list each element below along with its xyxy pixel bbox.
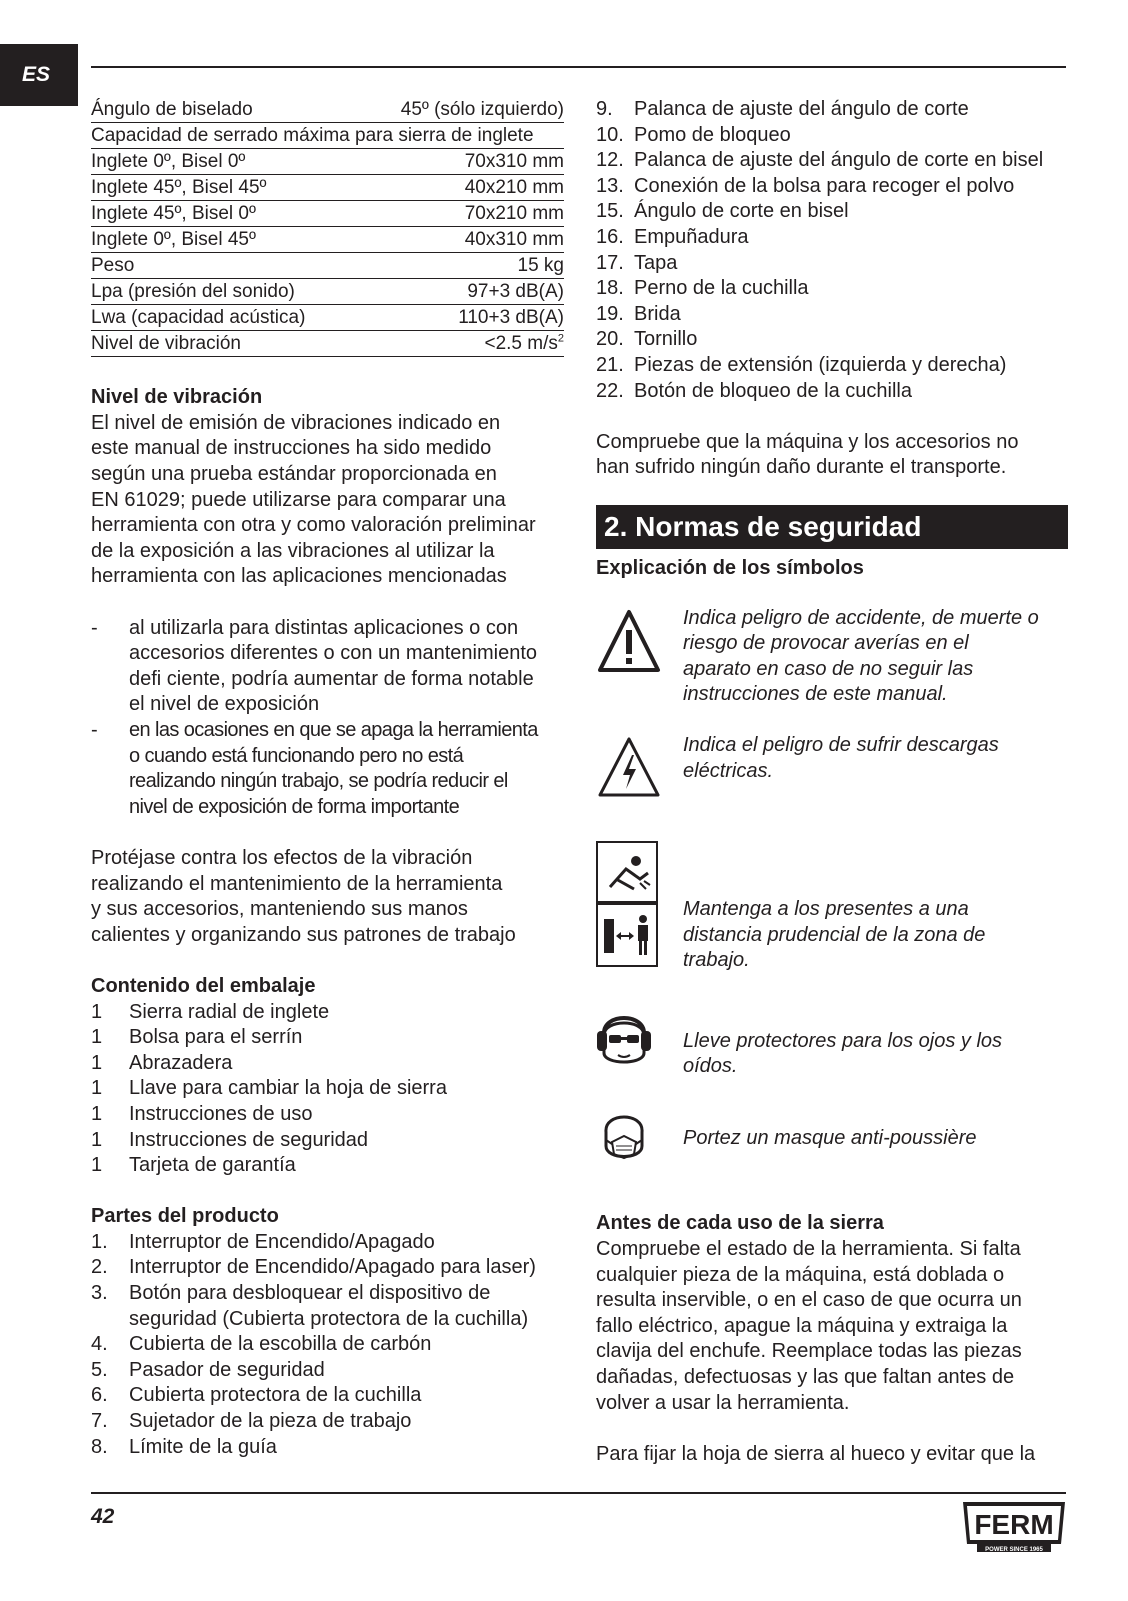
vibration-intro (91, 411, 564, 590)
list-item (596, 327, 1068, 353)
symbol-description (683, 1126, 977, 1152)
spec-value: 15 kg (360, 253, 565, 279)
item-number: 1. (91, 1230, 108, 1253)
list-item (91, 616, 564, 718)
item-text: Palanca de ajuste del ángulo de corte en bisel (634, 149, 1044, 172)
vibration-bullets (91, 616, 564, 821)
spec-label: Lwa (capacidad acústica) (91, 305, 360, 331)
item-number: 20. (596, 328, 624, 351)
spec-value: 40x210 mm (360, 175, 565, 201)
item-text: Interruptor de Encendido/Apagado (129, 1230, 435, 1253)
electric-shock-icon (596, 733, 666, 807)
contents-heading: Contenido del embalaje (91, 974, 316, 997)
item-number: 22. (596, 379, 624, 402)
logo-brand: FERM (974, 1509, 1054, 1540)
text-line: eléctricas. (683, 760, 774, 783)
spec-table (91, 97, 564, 357)
continued-text: Para fijar la hoja de sierra al hueco y evitar que la (596, 1442, 1036, 1465)
spec-value (360, 331, 565, 357)
spec-value: 40x310 mm (360, 227, 565, 253)
text-line: defi ciente, podría aumentar de forma notable (129, 667, 534, 690)
list-item (91, 1000, 564, 1026)
spec-value-sup: 2 (557, 332, 564, 345)
item-number: 5. (91, 1358, 108, 1381)
item-number: 21. (596, 353, 624, 376)
text-line: volver a usar la herramienta. (596, 1391, 850, 1414)
dust-mask-icon (596, 1106, 666, 1174)
text-line: Compruebe el estado de la herramienta. Si falta (596, 1238, 1021, 1261)
spec-label: Capacidad de serrado máxima para sierra de inglete (91, 123, 564, 149)
item-number: 1 (91, 1128, 103, 1151)
item-text: Sierra radial de inglete (129, 1000, 330, 1023)
spec-label: Ángulo de biselado (91, 97, 360, 123)
item-text: Tapa (634, 251, 678, 274)
item-number: 4. (91, 1333, 108, 1356)
text-line: EN 61029; puede utilizarse para comparar una (91, 488, 506, 511)
symbol-row (596, 606, 1068, 708)
item-number: 2. (91, 1256, 108, 1279)
text-line: instrucciones de este manual. (683, 683, 948, 706)
list-item (596, 225, 1068, 251)
contents-list (91, 1000, 564, 1179)
spec-label: Inglete 45º, Bisel 0º (91, 201, 360, 227)
item-number: 1 (91, 1026, 103, 1049)
text-line: nivel de exposición de forma importante (129, 795, 460, 818)
item-number: 1 (91, 1102, 103, 1125)
text-line: según una prueba estándar proporcionada en (91, 463, 497, 486)
text-line: Indica el peligro de sufrir descargas (683, 734, 999, 757)
section-title-bar (596, 505, 1068, 549)
text-line: o cuando está funcionando pero no está (129, 744, 464, 767)
spec-row (91, 123, 564, 149)
text-line: oídos. (683, 1055, 738, 1078)
spec-label: Inglete 45º, Bisel 45º (91, 175, 360, 201)
text-line: accesorios diferentes o con un mantenimiento (129, 642, 538, 665)
bottom-rule (91, 1492, 1066, 1494)
item-text: Conexión de la bolsa para recoger el polvo (634, 174, 1015, 197)
text-line: Mantenga a los presentes a una (683, 898, 969, 921)
item-text: Abrazadera (129, 1051, 233, 1074)
item-number: 10. (596, 123, 624, 146)
item-text: Llave para cambiar la hoja de sierra (129, 1077, 447, 1100)
list-item (91, 1128, 564, 1154)
spec-value: 45º (sólo izquierdo) (360, 97, 565, 123)
symbols-heading: Explicación de los símbolos (596, 556, 864, 579)
spec-row (91, 201, 564, 227)
spec-value: 97+3 dB(A) (360, 279, 565, 305)
text-line: realizando el mantenimiento de la herramienta (91, 872, 503, 895)
text-line: dañadas, defectuosas y las que faltan antes de (596, 1366, 1015, 1388)
text-line: herramienta con otra y como valoración preliminar (91, 514, 536, 537)
spec-row (91, 149, 564, 175)
spec-row (91, 227, 564, 253)
spec-label: Nivel de vibración (91, 331, 360, 357)
list-item (91, 1383, 564, 1409)
list-item (91, 1076, 564, 1102)
symbol-row (596, 841, 1068, 975)
item-text: Empuñadura (634, 225, 749, 248)
spec-row (91, 175, 564, 201)
text-line: clavija del enchufe. Reemplace todas las piezas (596, 1340, 1022, 1363)
item-text: Pomo de bloqueo (634, 123, 791, 146)
item-number: 12. (596, 149, 624, 172)
vibration-heading: Nivel de vibración (91, 386, 263, 409)
item-text: Interruptor de Encendido/Apagado para laser) (129, 1256, 536, 1279)
item-number: 1 (91, 1154, 103, 1177)
item-number: 8. (91, 1435, 108, 1458)
warning-triangle-icon (596, 606, 666, 684)
item-number: 1 (91, 1077, 103, 1100)
symbol-description (683, 1029, 1002, 1080)
text-line: el nivel de exposición (129, 693, 320, 716)
item-text: Cubierta de la escobilla de carbón (129, 1333, 432, 1356)
symbol-row (596, 1106, 1068, 1174)
list-item (91, 1409, 564, 1435)
list-item (91, 1281, 564, 1332)
symbol-description (683, 733, 999, 784)
ferm-logo (959, 1500, 1069, 1552)
text-line: distancia prudencial de la zona de (683, 923, 986, 946)
text-line: cualquier pieza de la máquina, está doblada o (596, 1263, 1005, 1286)
symbol-description (683, 606, 1039, 708)
parts-list (91, 1230, 564, 1460)
symbol-row (596, 733, 1068, 807)
section-title: 2. Normas de seguridad (604, 511, 922, 543)
text-line: al utilizarla para distintas aplicaciones o con (129, 616, 519, 639)
item-text: Sujetador de la pieza de trabajo (129, 1410, 412, 1433)
item-number: 3. (91, 1282, 108, 1305)
item-text: Bolsa para el serrín (129, 1026, 303, 1049)
keep-distance-icon (596, 841, 666, 975)
language-code: ES (22, 63, 51, 87)
list-item (91, 1255, 564, 1281)
list-item (596, 199, 1068, 225)
list-item (596, 379, 1068, 405)
spec-value: 70x210 mm (360, 201, 565, 227)
item-number: 19. (596, 302, 624, 325)
list-item (596, 251, 1068, 277)
item-text: Instrucciones de seguridad (129, 1128, 369, 1151)
list-item (596, 123, 1068, 149)
item-text: Ángulo de corte en bisel (634, 200, 849, 223)
list-item (91, 1051, 564, 1077)
item-number: 13. (596, 174, 624, 197)
right-column (596, 97, 1068, 1467)
item-number: 16. (596, 225, 624, 248)
text-line: Portez un masque anti-poussière (683, 1126, 977, 1149)
item-text: Pasador de seguridad (129, 1358, 325, 1381)
item-text: Palanca de ajuste del ángulo de corte (634, 98, 969, 120)
text-line: y sus accesorios, manteniendo sus manos (91, 898, 468, 921)
bullet-marker: - (91, 616, 98, 639)
text-line: Botón para desbloquear el dispositivo de (129, 1282, 491, 1305)
spec-row (91, 97, 564, 123)
text-line: realizando ningún trabajo, se podría reducir el (129, 770, 508, 793)
list-item (596, 97, 1068, 123)
text-line: Indica peligro de accidente, de muerte o (683, 606, 1039, 629)
item-number: 15. (596, 200, 624, 223)
item-text: Límite de la guía (129, 1435, 277, 1458)
list-item (91, 718, 564, 820)
item-number: 7. (91, 1410, 108, 1433)
text-line: El nivel de emisión de vibraciones indicado en (91, 411, 501, 434)
eye-ear-protection-icon (596, 1011, 666, 1079)
before-use-heading: Antes de cada uso de la sierra (596, 1212, 884, 1235)
text-line: han sufrido ningún daño durante el transporte. (596, 456, 1007, 479)
list-item (596, 148, 1068, 174)
list-item (596, 302, 1068, 328)
text-line: seguridad (Cubierta protectora de la cuchilla) (129, 1307, 529, 1330)
text-line: de la exposición a las vibraciones al utilizar la (91, 539, 495, 562)
logo-tagline: POWER SINCE 1965 (985, 1547, 1043, 1552)
page-number: 42 (91, 1505, 115, 1528)
item-text: Tarjeta de garantía (129, 1154, 296, 1177)
before-use-text (596, 1237, 1068, 1416)
text-line: Protéjase contra los efectos de la vibración (91, 846, 473, 869)
spec-label: Peso (91, 253, 360, 279)
item-text: Piezas de extensión (izquierda y derecha) (634, 353, 1007, 376)
spec-label: Inglete 0º, Bisel 0º (91, 149, 360, 175)
item-number: 18. (596, 277, 624, 300)
list-item (91, 1025, 564, 1051)
text-line: en las ocasiones en que se apaga la herramienta (129, 719, 538, 742)
list-item (91, 1435, 564, 1461)
text-line: riesgo de provocar averías en el (683, 632, 969, 655)
spec-value-text: <2.5 m/s (484, 333, 558, 355)
text-line: resulta inservible, o en el caso de que ocurra un (596, 1289, 1022, 1312)
spec-label: Inglete 0º, Bisel 45º (91, 227, 360, 253)
item-text: Tornillo (634, 328, 698, 351)
spec-value: 70x310 mm (360, 149, 565, 175)
list-item (91, 1332, 564, 1358)
spec-row (91, 331, 564, 357)
left-column (91, 97, 564, 1460)
item-number: 1 (91, 1051, 103, 1074)
list-item (91, 1102, 564, 1128)
text-line: calientes y organizando sus patrones de trabajo (91, 923, 516, 946)
symbol-description (683, 897, 985, 974)
item-number: 6. (91, 1384, 108, 1407)
list-item (596, 353, 1068, 379)
bullet-marker: - (91, 719, 98, 742)
text-line: Compruebe que la máquina y los accesorios no (596, 430, 1019, 453)
text-line: este manual de instrucciones ha sido medido (91, 437, 492, 460)
item-text: Perno de la cuchilla (634, 277, 809, 300)
text-line: aparato en caso de no seguir las (683, 657, 974, 680)
text-line: Lleve protectores para los ojos y los (683, 1029, 1003, 1052)
list-item (91, 1230, 564, 1256)
parts-list-continued (596, 97, 1068, 404)
text-line: herramienta con las aplicaciones mencionadas (91, 565, 507, 588)
top-rule (91, 66, 1066, 68)
spec-row (91, 279, 564, 305)
item-text: Botón de bloqueo de la cuchilla (634, 379, 912, 402)
spec-row (91, 253, 564, 279)
item-text: Instrucciones de uso (129, 1102, 313, 1125)
text-line: fallo eléctrico, apague la máquina y extraiga la (596, 1314, 1008, 1337)
item-text: Brida (634, 302, 681, 325)
spec-label: Lpa (presión del sonido) (91, 279, 360, 305)
text-line: trabajo. (683, 949, 750, 972)
parts-heading: Partes del producto (91, 1205, 279, 1228)
spec-row (91, 305, 564, 331)
item-number: 17. (596, 251, 624, 274)
item-number: 9. (596, 98, 613, 120)
list-item (596, 174, 1068, 200)
list-item (91, 1358, 564, 1384)
transport-check (596, 430, 1068, 481)
symbol-row (596, 1011, 1068, 1080)
item-number: 1 (91, 1000, 103, 1023)
vibration-protect (91, 846, 564, 948)
list-item (91, 1153, 564, 1179)
spec-value: 110+3 dB(A) (360, 305, 565, 331)
language-tab (0, 44, 78, 106)
list-item (596, 276, 1068, 302)
item-text: Cubierta protectora de la cuchilla (129, 1384, 422, 1407)
